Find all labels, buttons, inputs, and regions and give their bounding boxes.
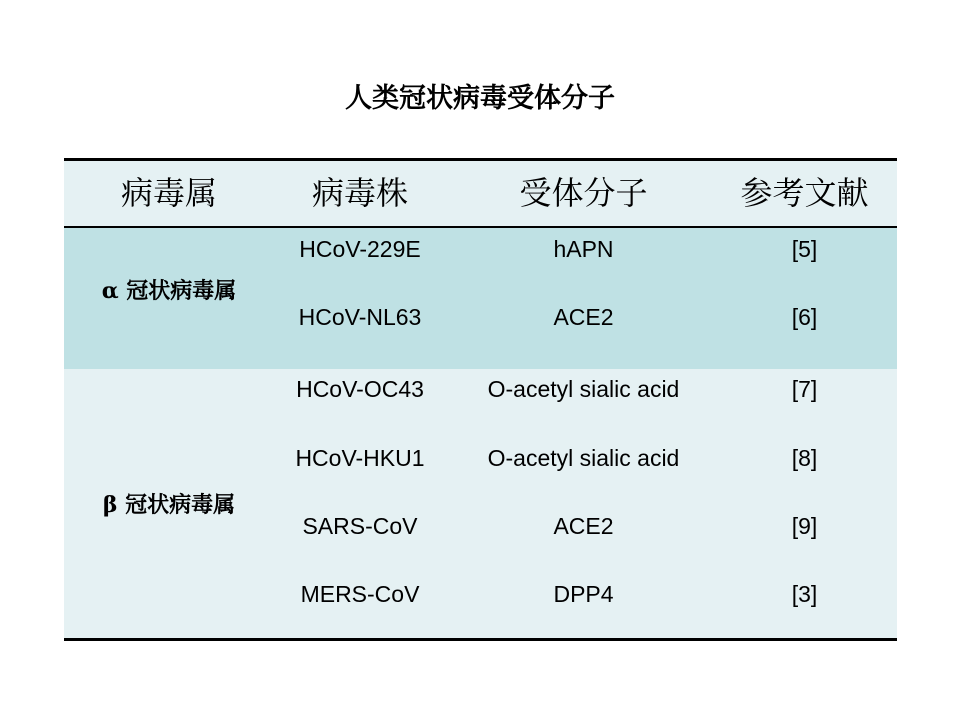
receptor-cell: ACE2 — [553, 513, 614, 539]
strain-cell: HCoV-OC43 — [296, 376, 424, 402]
header-strain: 病毒株 — [311, 174, 408, 212]
receptor-cell: hAPN — [553, 236, 614, 262]
reference-cell: [9] — [791, 513, 818, 539]
strain-cell: SARS-CoV — [302, 513, 418, 539]
receptor-cell: DPP4 — [553, 581, 614, 607]
genus-alpha: α 冠状病毒属 — [101, 278, 237, 304]
strain-cell: MERS-CoV — [300, 581, 420, 607]
reference-cell: [7] — [791, 376, 818, 402]
receptor-cell: ACE2 — [553, 304, 614, 330]
page-title: 人类冠状病毒受体分子 — [345, 83, 615, 114]
strain-cell: HCoV-NL63 — [298, 304, 422, 330]
reference-cell: [5] — [791, 236, 818, 262]
header-rule — [64, 226, 897, 228]
reference-cell: [8] — [791, 445, 818, 471]
strain-cell: HCoV-HKU1 — [295, 445, 425, 471]
reference-cell: [6] — [791, 304, 818, 330]
receptor-cell: O-acetyl sialic acid — [487, 376, 680, 402]
reference-cell: [3] — [791, 581, 818, 607]
header-reference: 参考文献 — [740, 174, 869, 212]
bottom-rule — [64, 638, 897, 641]
header-genus: 病毒属 — [120, 174, 217, 212]
strain-cell: HCoV-229E — [299, 236, 421, 262]
header-receptor: 受体分子 — [519, 174, 648, 212]
receptor-cell: O-acetyl sialic acid — [487, 445, 680, 471]
genus-beta: β 冠状病毒属 — [102, 492, 236, 518]
